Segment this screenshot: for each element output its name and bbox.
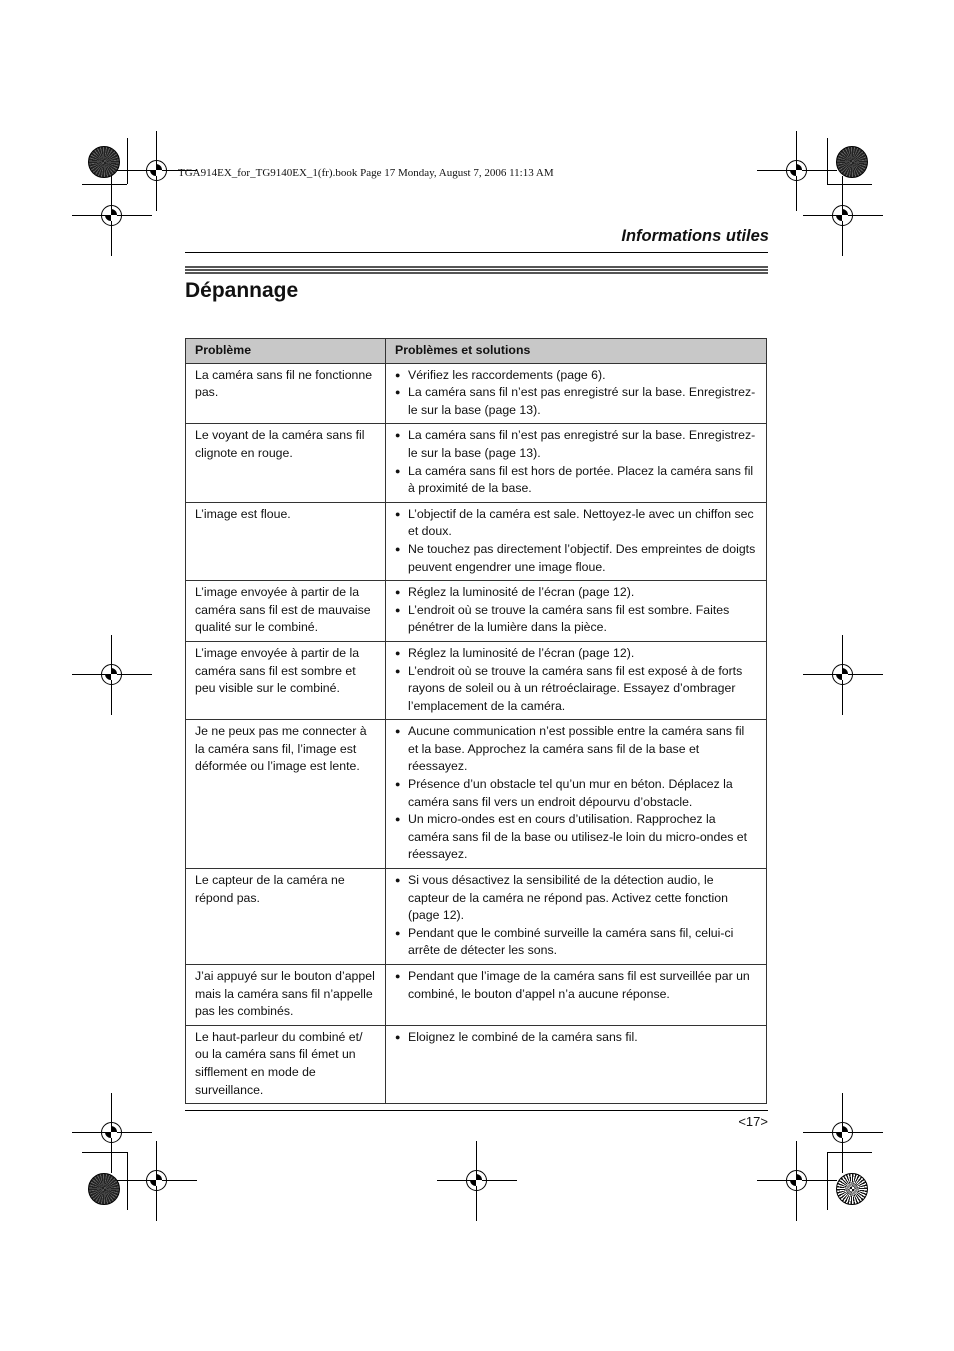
table-row (186, 965, 767, 1026)
registration-crosshair-icon (803, 176, 883, 256)
page-number: <17> (738, 1114, 768, 1129)
registration-star-icon (88, 146, 120, 178)
solutions-list (395, 872, 757, 960)
solution-item: ● Eloignez le combiné de la caméra sans fil. (395, 1029, 757, 1047)
table-header-row (186, 339, 767, 364)
solution-item: ● La caméra sans fil n’est pas enregistré sur la base. Enregistrez-le sur la base (page 13). (395, 427, 757, 462)
problem-cell: L’image envoyée à partir de la caméra sans fil est sombre et peu visible sur le combiné. (186, 641, 386, 719)
solutions-cell (386, 641, 767, 719)
table-row (186, 581, 767, 642)
solutions-list (395, 645, 757, 715)
solution-item: ● Aucune communication n’est possible entre la caméra sans fil et la base. Approchez la caméra sans fil de la base et réessayez. (395, 723, 757, 776)
registration-star-icon (88, 1173, 120, 1205)
table-row (186, 869, 767, 965)
registration-star-icon (836, 1173, 868, 1205)
problem-cell: La caméra sans fil ne fonctionne pas. (186, 363, 386, 424)
registration-crosshair-icon (72, 635, 152, 715)
print-slug: TGA914EX_for_TG9140EX_1(fr).book Page 17 Monday, August 7, 2006 11:13 AM (178, 167, 554, 179)
solution-item: ● La caméra sans fil n’est pas enregistré sur la base. Enregistrez-le sur la base (page 13). (395, 384, 757, 419)
registration-star-icon (836, 146, 868, 178)
solutions-list (395, 506, 757, 576)
solution-item: ● Pendant que le combiné surveille la caméra sans fil, celui-ci arrête de détecter les sons. (395, 925, 757, 960)
table-row (186, 720, 767, 869)
header-rule (185, 252, 768, 253)
registration-crosshair-icon (757, 1141, 837, 1221)
table-row (186, 424, 767, 502)
solution-item: ● L’objectif de la caméra est sale. Nettoyez-le avec un chiffon sec et doux. (395, 506, 757, 541)
troubleshooting-table (185, 338, 767, 1104)
problem-cell: L’image est floue. (186, 502, 386, 580)
solutions-list (395, 367, 757, 420)
solution-item: ● Réglez la luminosité de l’écran (page 12). (395, 584, 757, 602)
solutions-list (395, 723, 757, 864)
problem-cell: J’ai appuyé sur le bouton d’appel mais la caméra sans fil n’appelle pas les combinés. (186, 965, 386, 1026)
column-header-problem: Problème (186, 339, 386, 364)
problem-cell: Le haut-parleur du combiné et/ ou la caméra sans fil émet un sifflement en mode de surveillance. (186, 1025, 386, 1103)
problem-cell: L’image envoyée à partir de la caméra sans fil est de mauvaise qualité sur le combiné. (186, 581, 386, 642)
solutions-cell (386, 363, 767, 424)
solutions-cell (386, 1025, 767, 1103)
solutions-list (395, 584, 757, 637)
solutions-cell (386, 965, 767, 1026)
footer-rule (185, 1110, 768, 1111)
solution-item: ● Présence d’un obstacle tel qu’un mur en béton. Déplacez la caméra sans fil vers un endroit dépourvu d’obstacle. (395, 776, 757, 811)
solutions-cell (386, 502, 767, 580)
table-row (186, 502, 767, 580)
solution-item: ● Vérifiez les raccordements (page 6). (395, 367, 757, 385)
solutions-cell (386, 720, 767, 869)
solution-item: ● L’endroit où se trouve la caméra sans fil est sombre. Faites pénétrer de la lumière dans la pièce. (395, 602, 757, 637)
problem-cell: Le capteur de la caméra ne répond pas. (186, 869, 386, 965)
registration-crosshair-icon (117, 1141, 197, 1221)
solutions-list (395, 968, 757, 1003)
solutions-list (395, 1029, 757, 1047)
section-header: Informations utiles (621, 227, 769, 245)
solutions-list (395, 427, 757, 497)
page-title: Dépannage (185, 279, 299, 302)
table-row (186, 641, 767, 719)
table-row (186, 363, 767, 424)
solutions-cell (386, 424, 767, 502)
solution-item: ● Ne touchez pas directement l’objectif. Des empreintes de doigts peuvent engendrer une image floue. (395, 541, 757, 576)
solutions-cell (386, 581, 767, 642)
solution-item: ● Réglez la luminosité de l’écran (page 12). (395, 645, 757, 663)
solutions-cell (386, 869, 767, 965)
registration-crosshair-icon (803, 635, 883, 715)
solution-item: ● Si vous désactivez la sensibilité de la détection audio, le capteur de la caméra ne répond pas. Activez cette fonction (page 12). (395, 872, 757, 925)
problem-cell: Je ne peux pas me connecter à la caméra sans fil, l’image est déformée ou l’image est lente. (186, 720, 386, 869)
table-row (186, 1025, 767, 1103)
column-header-solutions: Problèmes et solutions (386, 339, 767, 364)
registration-crosshair-icon (437, 1141, 517, 1221)
solution-item: ● Pendant que l’image de la caméra sans fil est surveillée par un combiné, le bouton d’appel n’a aucune réponse. (395, 968, 757, 1003)
solution-item: ● L’endroit où se trouve la caméra sans fil est exposé à de forts rayons de soleil ou à un rétroéclairage. Essayez d’ombrager l’emplacement de la caméra. (395, 663, 757, 716)
registration-crosshair-icon (72, 176, 152, 256)
solution-item: ● Un micro-ondes est en cours d’utilisation. Rapprochez la caméra sans fil de la base ou utilisez-le loin du micro-ondes et réessayez. (395, 811, 757, 864)
problem-cell: Le voyant de la caméra sans fil clignote en rouge. (186, 424, 386, 502)
title-rule (185, 266, 768, 274)
solution-item: ● La caméra sans fil est hors de portée. Placez la caméra sans fil à proximité de la base. (395, 463, 757, 498)
